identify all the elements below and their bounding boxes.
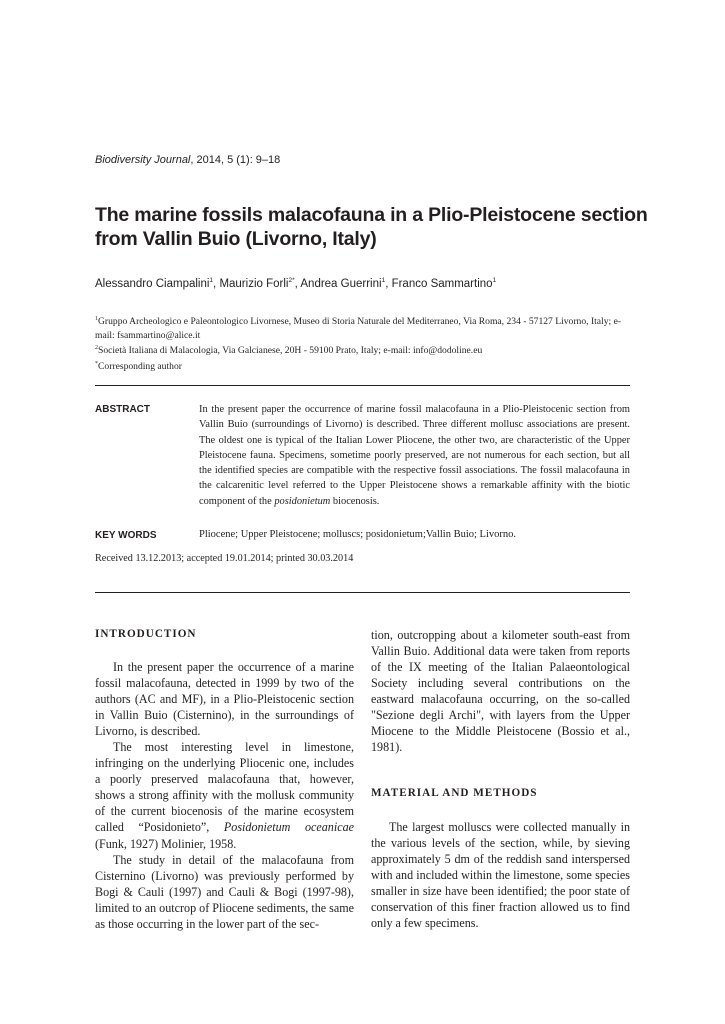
author-list xyxy=(95,277,496,290)
introduction-heading: INTRODUCTION xyxy=(95,628,197,640)
author-2: Maurizio Forli$^{2*}$, xyxy=(219,277,301,290)
intro-paragraph-1: In the present paper the occurrence of a marine fossil malacofauna, detected in 1999 by two of the authors (AC and MF), in a Plio-Pleistocenic section in Vallin Buio (Cisternino), in the surroundings of Livorno, is described. xyxy=(95,660,354,739)
author-4: Franco Sammartino$^1$ xyxy=(391,277,497,290)
author-1: Alessandro Ciampalini$^1$, xyxy=(95,277,220,290)
methods-body xyxy=(371,819,630,931)
intro-paragraph-3: The study in detail of the malacofauna from Cisternino (Livorno) was previously performed by Bogi & Cauli (1997) and Cauli & Bogi (1997-98), limited to an outcrop of Pliocene sediments, the same as those occurring in the lower part of the sec- xyxy=(95,852,354,931)
affiliation-1: $^1$Gruppo Archeologico e Paleontologico Livornese, Museo di Storia Naturale del Mediterraneo, Via Roma, 234 - 57127 Livorno, Italy; e-mail: fsammartino@alice.it xyxy=(95,316,622,341)
journal-citation xyxy=(95,154,280,166)
keywords-text: Pliocene; Upper Pleistocene; molluscs; posidonietum;Vallin Buio; Livorno. xyxy=(199,529,517,540)
journal-name: Biodiversity Journal xyxy=(95,154,191,166)
intro-paragraph-2: The most interesting level in limestone, infringing on the underlying Pliocenic one, includes a poorly preserved malacofauna that, however, shows a strong affinity with the mollusk community of the current biocenosis of the marine ecosystem called “Posidonieto”, Posidonietum oceanicae (Funk, 1927) Molinier, 1958. xyxy=(95,740,354,851)
abstract-text: In the present paper the occurrence of marine fossil malacofauna in a Plio-Pleistocenic section from Vallin Buio (surroundings of Livorno) is described. Three different mollusc associations are present. The oldest one is typical of the Italian Lower Pliocene, the other two, are characteristic of the Upper Pleistocene fauna. Specimens, sometime poorly preserved, are not numerous for each section, but all the identified species are compatible with the respective fossil associations. The fossil malacofauna in the calcarenitic level referred to the Upper Pleistocene shows a remarkable affinity with the biotic component of the posidonietum biocenosis. xyxy=(199,404,630,507)
methods-paragraph-1: The largest molluscs were collected manually in the various levels of the section, while, by sieving approximately 5 dm of the reddish sand interspersed with and included within the limestone, some species smaller in size have been identified; the poor state of conservation of this finer fraction allowed us to find only a few specimens. xyxy=(371,820,630,931)
abstract-label: ABSTRACT xyxy=(95,404,150,415)
left-column-body xyxy=(95,659,354,932)
right-column-body xyxy=(371,627,630,755)
intro-paragraph-continued: tion, outcropping about a kilometer south-east from Vallin Buio. Additional data were taken from reports of the IX meeting of the Italian Palaeontological Society including several contributions on the eastward malacofauna occurring, on the so-called "Sezione degli Archi", with layers from the Upper Miocene to the Middle Pleistocene (Bossio et al., 1981). xyxy=(371,628,630,755)
corresponding-author-note: *Corresponding author xyxy=(95,360,182,373)
keywords-label: KEY WORDS xyxy=(95,530,157,541)
journal-volume: , 2014, 5 (1): 9–18 xyxy=(190,154,281,166)
author-3: Andrea Guerrini$^1$, xyxy=(300,277,392,290)
received-dates: Received 13.12.2013; accepted 19.01.2014; printed 30.03.2014 xyxy=(95,553,354,564)
page-title: The marine fossils malacofauna in a Plio-Pleistocene section from Vallin Buio (Livorno, Italy) xyxy=(95,204,648,250)
material-methods-heading: MATERIAL AND METHODS xyxy=(371,787,538,799)
divider-bottom xyxy=(95,592,630,593)
affiliation-2: $^2$Società Italiana di Malacologia, Via Galcianese, 20H - 59100 Prato, Italy; e-mail: info@dodoline.eu xyxy=(95,345,483,357)
divider-top xyxy=(95,385,630,386)
affiliations xyxy=(95,313,635,374)
